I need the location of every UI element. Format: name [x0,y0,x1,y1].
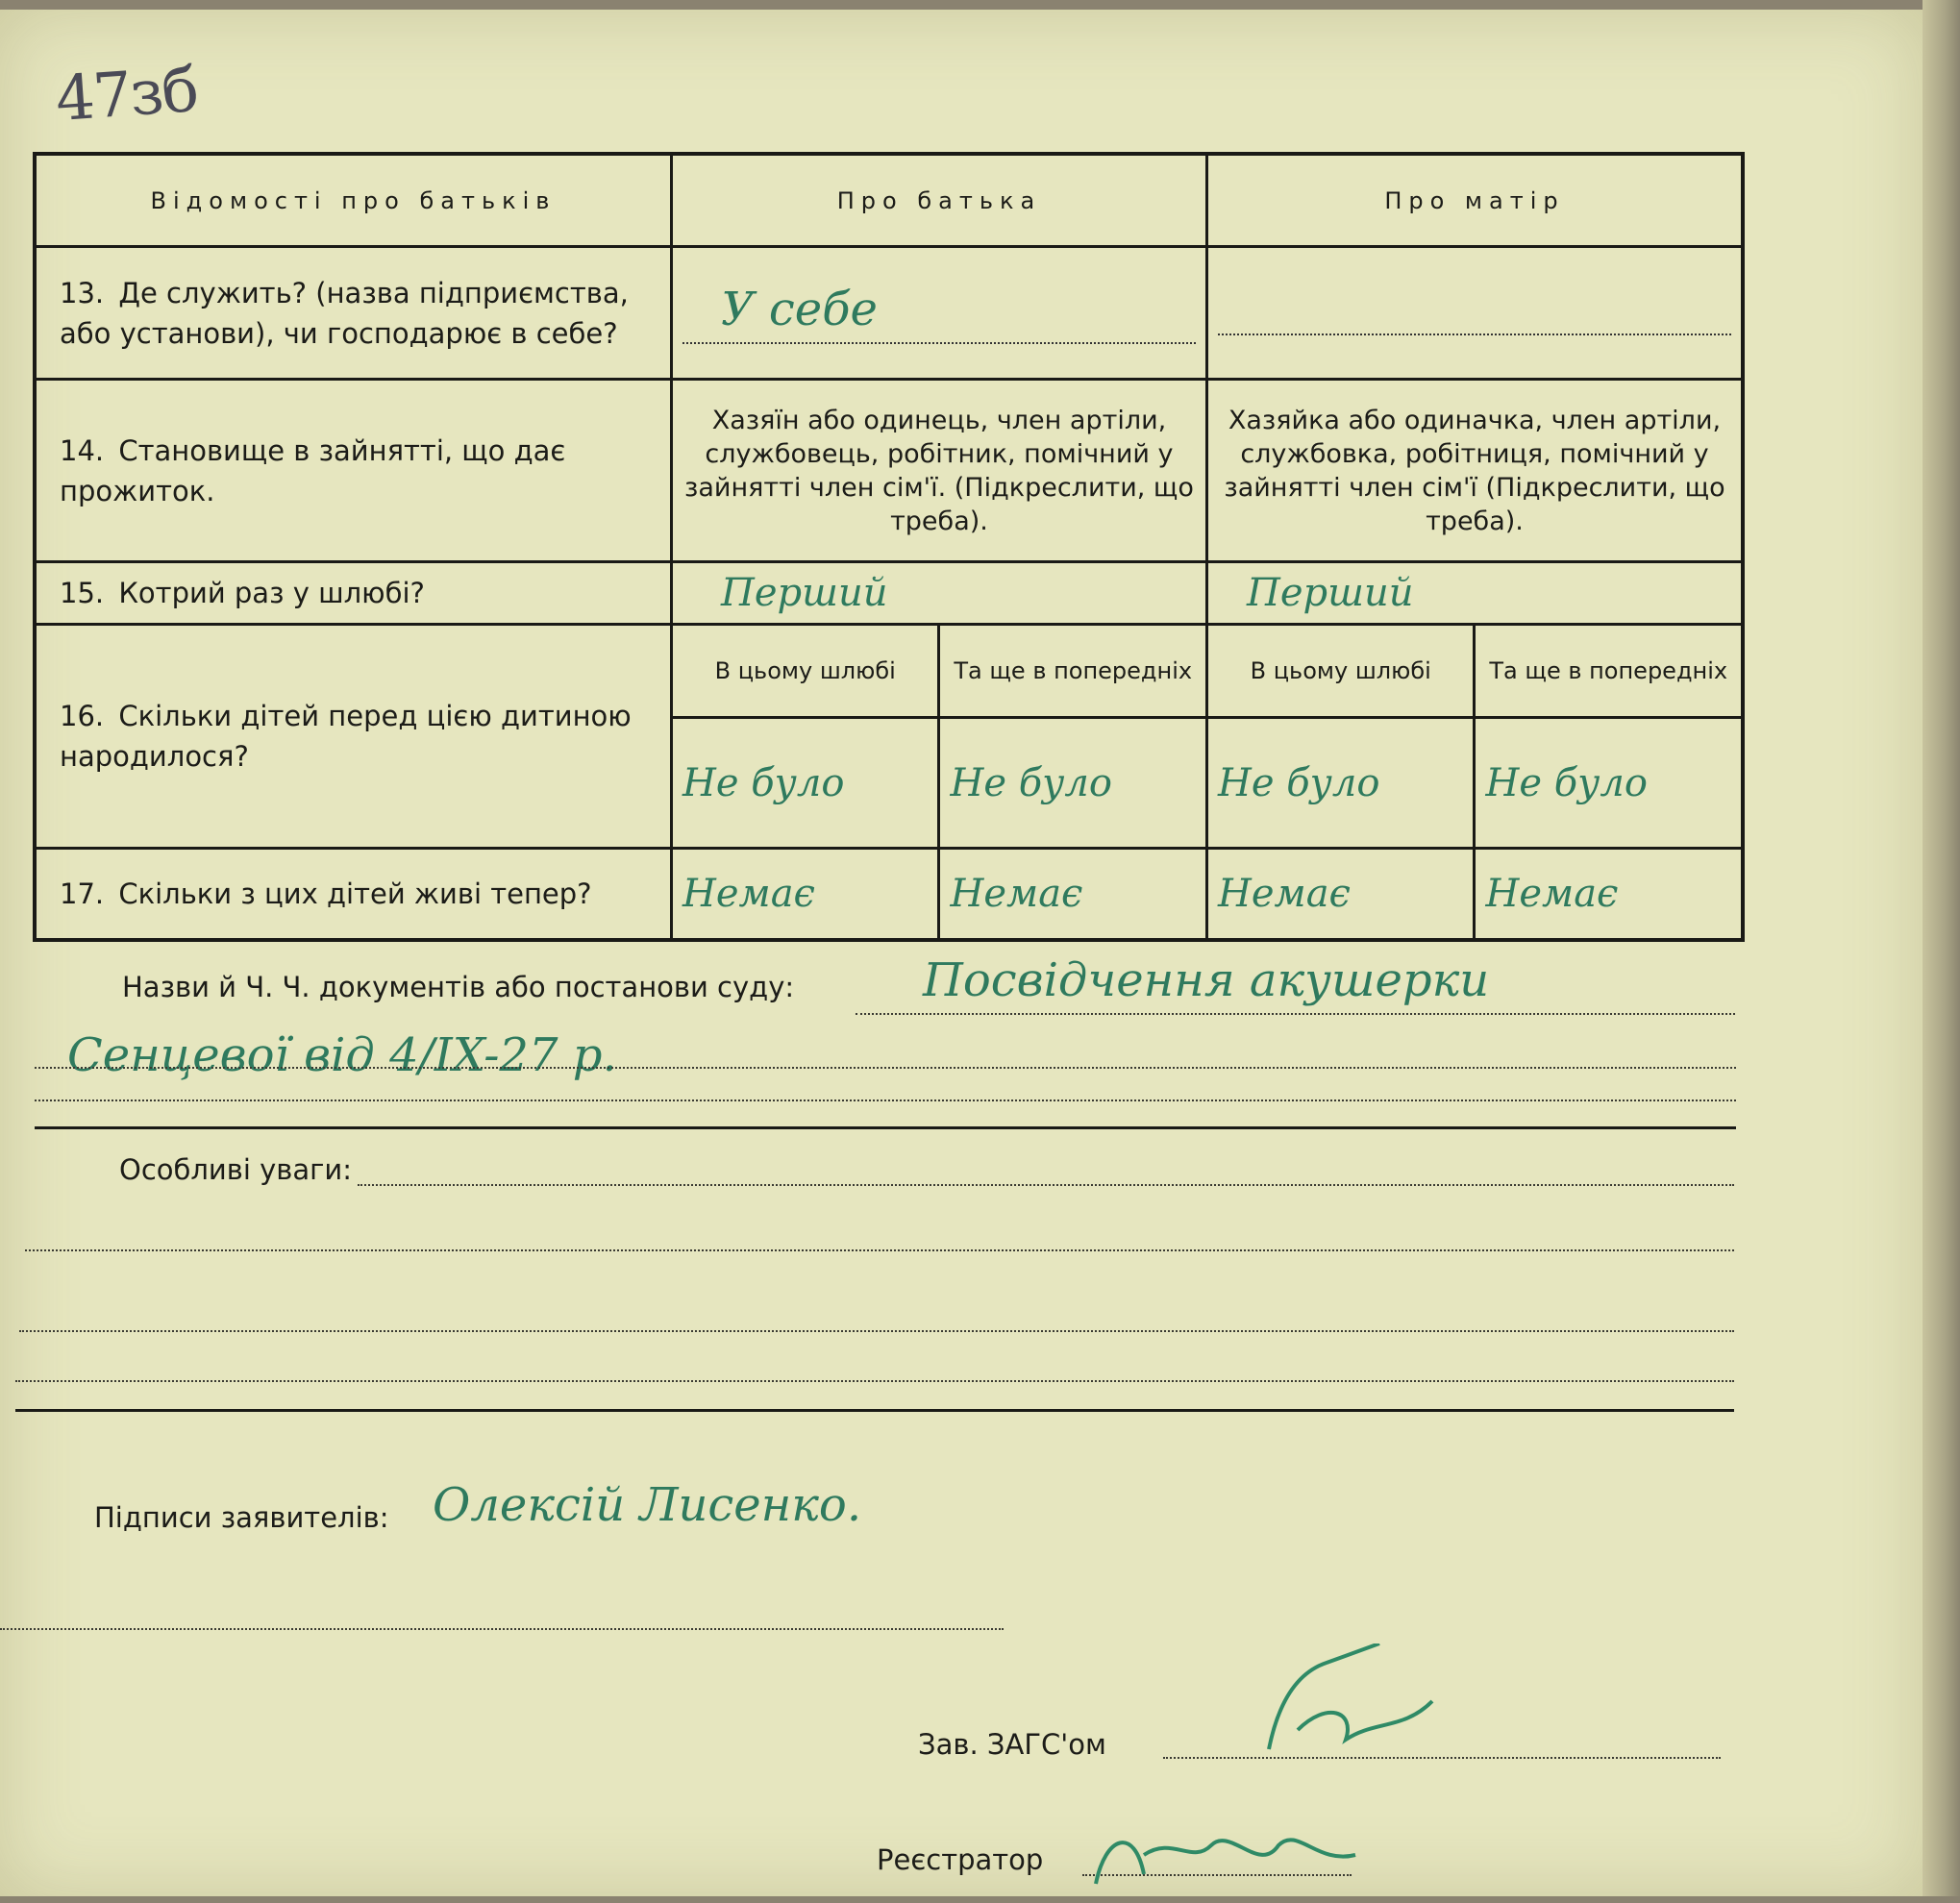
documents-dotted-line-2 [35,1067,1736,1069]
q14-mother-options: Хазяйка або одиначка, член артіли, службовка, робітниця, помічний у зайнятті член сім'ї (Підкреслити, що треба). [1206,380,1743,562]
q15-father-answer: Перший [720,571,888,616]
q13-father-answer: У себе [720,282,878,336]
q13-mother-cell [1206,247,1743,380]
row-q16-subheads [35,625,1743,718]
q14-number: 14. [60,433,105,467]
q16-answer-2-cell [939,718,1207,849]
q17-number: 17. [60,877,105,911]
q13-text: Де служить? (назва підприємства, або установи), чи господарює в себе? [60,276,629,350]
remarks-dotted-line-1 [358,1184,1734,1186]
q13-label [35,247,671,380]
page-edge [1923,0,1960,1896]
row-q17 [35,849,1743,940]
q15-text: Котрий раз у шлюбі? [118,577,425,610]
q16-answer-4: Не було [1485,760,1648,805]
q13-father-cell [671,247,1206,380]
q17-answer-1: Немає [682,872,815,917]
head-signature [1211,1644,1461,1788]
q17-text: Скільки з цих дітей живі тепер? [118,877,592,911]
parents-info-table [33,152,1745,942]
header-father: Про батька [671,154,1206,247]
q17-answer-3: Немає [1217,872,1351,917]
q16-answer-2: Не було [950,760,1112,805]
q15-father-cell [671,562,1206,625]
q17-answer-4: Немає [1485,872,1619,917]
remarks-separator [15,1409,1734,1412]
applicants-dotted-line [0,1628,1004,1630]
archive-number: 47зб [53,54,200,136]
header-parents-info: Відомості про батьків [35,154,671,247]
q13-mother-line [1218,334,1731,335]
q14-text: Становище в зайнятті, що дає прожиток. [60,433,566,507]
documents-separator [35,1126,1736,1129]
q13-father-line [682,342,1196,344]
q17-answer-3-cell [1206,849,1475,940]
registrar-label: Реєстратор [877,1843,1044,1876]
documents-dotted-line-1 [856,1013,1735,1015]
row-q15 [35,562,1743,625]
q16-label [35,625,671,849]
row-q13 [35,247,1743,380]
applicants-signature: Олексій Лисенко. [433,1478,862,1532]
q17-label [35,849,671,940]
q17-answer-2-cell [939,849,1207,940]
q15-number: 15. [60,577,105,610]
remarks-dotted-line-4 [15,1380,1734,1382]
documents-label: Назви й Ч. Ч. документів або постанови суду: [122,971,795,1003]
remarks-dotted-line-3 [19,1330,1734,1332]
q15-mother-cell [1206,562,1743,625]
q17-answer-1-cell [671,849,939,940]
q16-answer-4-cell [1475,718,1743,849]
q14-father-options: Хазяїн або одинець, член артіли, службовець, робітник, помічний у зайнятті член сім'ї. (Підкреслити, що треба). [671,380,1206,562]
remarks-dotted-line-2 [25,1249,1734,1251]
q17-answer-2: Немає [950,872,1083,917]
row-q14 [35,380,1743,562]
q16-answer-3: Не було [1217,760,1380,805]
documents-dotted-line-3 [35,1100,1736,1101]
q16-number: 16. [60,700,105,733]
q16-answer-3-cell [1206,718,1475,849]
q14-label [35,380,671,562]
registrar-signature [1077,1797,1384,1903]
q16-answer-1-cell [671,718,939,849]
remarks-label: Особливі уваги: [119,1153,353,1186]
q16-father-prev-head: Та ще в попередніх [939,625,1207,718]
q17-answer-4-cell [1475,849,1743,940]
q16-father-this-head: В цьому шлюбі [671,625,939,718]
q16-mother-this-head: В цьому шлюбі [1206,625,1475,718]
applicants-label: Підписи заявителів: [94,1501,389,1534]
document-page [0,10,1923,1896]
table-header-row [35,154,1743,247]
head-label: Зав. ЗАГС'ом [918,1728,1106,1761]
q15-mother-answer: Перший [1246,571,1414,616]
documents-answer-line2: Сенцевої від 4/IX-27 р. [67,1028,617,1082]
header-mother: Про матір [1206,154,1743,247]
documents-answer-line1: Посвідчення акушерки [923,953,1490,1007]
q15-label [35,562,671,625]
q16-mother-prev-head: Та ще в попередніх [1475,625,1743,718]
q13-number: 13. [60,276,105,309]
q16-text: Скільки дітей перед цією дитиною народилося? [60,700,632,774]
q16-answer-1: Не було [682,760,845,805]
